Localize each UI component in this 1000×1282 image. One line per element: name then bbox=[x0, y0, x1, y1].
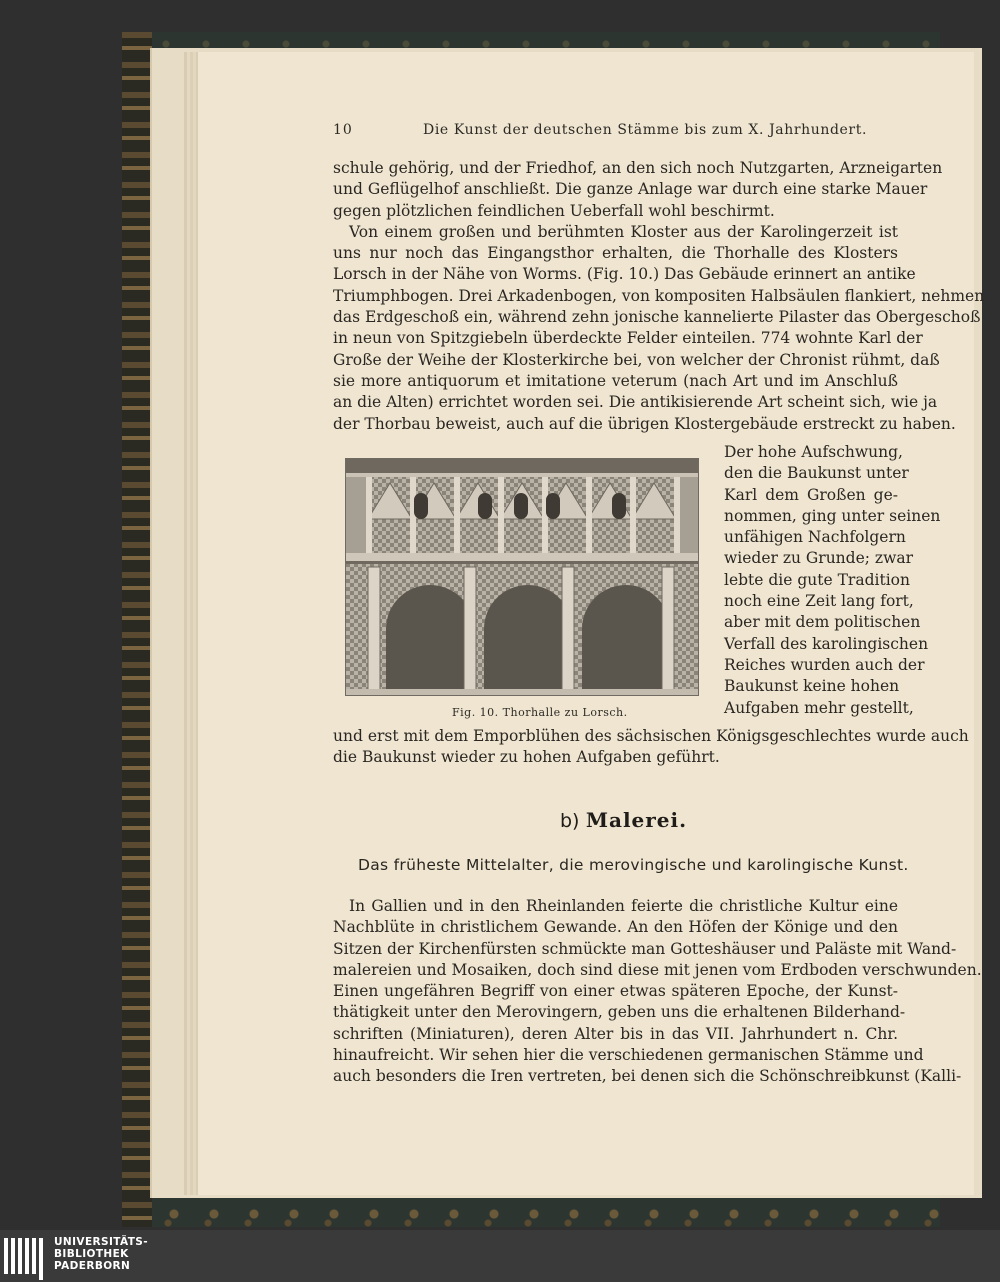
text-line: und Geflügelhof anschließt. Die ganze Anlage war durch eine starke Mauer bbox=[333, 180, 928, 199]
library-footer bbox=[0, 1230, 1000, 1282]
text-line: nommen, ging unter seinen bbox=[724, 506, 941, 525]
running-title: Die Kunst der deutschen Stämme bis zum X. Jahrhundert. bbox=[423, 122, 867, 138]
text-line: hinaufreicht. Wir sehen hier die verschiedenen germanischen Stämme und bbox=[333, 1046, 924, 1065]
text-line: unfähigen Nachfolgern bbox=[724, 528, 906, 547]
text-line: Nachblüte in christlichem Gewande. An den Höfen der Könige und den bbox=[333, 918, 898, 937]
text-line: den die Baukunst unter bbox=[724, 464, 909, 483]
text-line: Triumphbogen. Drei Arkadenbogen, von kompositen Halbsäulen flankiert, nehmen bbox=[333, 286, 985, 305]
text-line: Karl dem Großen ge- bbox=[724, 485, 898, 504]
figure-thorhalle-lorsch bbox=[345, 458, 699, 696]
text-line: noch eine Zeit lang fort, bbox=[724, 592, 914, 611]
text-line: aber mit dem politischen bbox=[724, 613, 921, 632]
text-line: Einen ungefähren Begriff von einer etwas späteren Epoche, der Kunst- bbox=[333, 982, 898, 1001]
library-name bbox=[54, 1236, 148, 1272]
library-name-line: BIBLIOTHEK bbox=[54, 1248, 129, 1260]
section-title: Malerei. bbox=[585, 808, 688, 832]
section-subtitle: Das früheste Mittelalter, die merovingische und karolingische Kunst. bbox=[358, 856, 909, 874]
section-body-text bbox=[333, 896, 982, 1088]
text-line: Baukunst keine hohen bbox=[724, 677, 900, 696]
thorhalle-illustration bbox=[346, 459, 698, 695]
text-line: lebte die gute Tradition bbox=[724, 570, 910, 589]
text-line: sie more antiquorum et imitatione veterum (nach Art und im Anschluß bbox=[333, 371, 898, 390]
section-marker: b) bbox=[560, 810, 580, 832]
text-line: schule gehörig, und der Friedhof, an den sich noch Nutzgarten, Arzneigarten bbox=[333, 159, 943, 177]
text-line: thätigkeit unter den Merovingern, geben uns die erhaltenen Bilderhand- bbox=[333, 1003, 906, 1022]
text-line: auch besonders die Iren vertreten, bei denen sich die Schönschreibkunst (Kalli- bbox=[333, 1067, 962, 1086]
text-line: gegen plötzlichen feindlichen Ueberfall wohl beschirmt. bbox=[333, 201, 775, 220]
marbled-cover-edge bbox=[122, 32, 152, 1227]
text-line: Lorsch in der Nähe von Worms. (Fig. 10.) Das Gebäude erinnert an antike bbox=[333, 265, 916, 284]
text-line: Verfall des karolingischen bbox=[724, 634, 929, 653]
text-line: in neun von Spitzgiebeln überdeckte Felder einteilen. 774 wohnte Karl der bbox=[333, 329, 923, 348]
text-line: Sitzen der Kirchenfürsten schmückte man Gotteshäuser und Paläste mit Wand- bbox=[333, 939, 957, 958]
library-name-line: UNIVERSITÄTS- bbox=[54, 1236, 149, 1248]
text-line: und erst mit dem Emporblühen des sächsischen Königsgeschlechtes wurde auch bbox=[333, 727, 969, 745]
text-line: an die Alten) errichtet worden sei. Die antikisierende Art scheint sich, wie ja bbox=[333, 393, 938, 412]
text-line: Von einem großen und berühmten Kloster aus der Karolingerzeit ist bbox=[349, 222, 898, 241]
library-logo-icon bbox=[4, 1238, 46, 1276]
running-head bbox=[333, 122, 908, 144]
text-line: Große der Weihe der Klosterkirche bei, von welcher der Chronist rühmt, daß bbox=[333, 350, 940, 369]
library-name-line: PADERBORN bbox=[54, 1260, 131, 1272]
text-line: Reiches wurden auch der bbox=[724, 655, 925, 674]
figure-caption: Fig. 10. Thorhalle zu Lorsch. bbox=[452, 706, 628, 719]
body-text-top bbox=[333, 158, 985, 435]
text-line: In Gallien und in den Rheinlanden feierte die christliche Kultur eine bbox=[349, 897, 898, 915]
body-text-after-figure bbox=[333, 726, 969, 769]
text-line: Der hohe Aufschwung, bbox=[724, 443, 903, 461]
text-line: das Erdgeschoß ein, während zehn jonische kannelierte Pilaster das Obergeschoß bbox=[333, 308, 981, 327]
text-line: der Thorbau beweist, auch auf die übrigen Klostergebäude erstreckt zu haben. bbox=[333, 414, 956, 433]
text-line: uns nur noch das Eingangsthor erhalten, die Thorhalle des Klosters bbox=[333, 244, 898, 263]
page-number: 10 bbox=[333, 122, 353, 138]
text-line: Aufgaben mehr gestellt, bbox=[724, 698, 914, 717]
section-heading bbox=[560, 808, 687, 832]
text-line: wieder zu Grunde; zwar bbox=[724, 549, 913, 568]
body-text-beside-figure bbox=[724, 442, 941, 719]
text-line: die Baukunst wieder zu hohen Aufgaben geführt. bbox=[333, 748, 720, 767]
text-line: schriften (Miniaturen), deren Alter bis in das VII. Jahrhundert n. Chr. bbox=[333, 1024, 898, 1043]
text-line: malereien und Mosaiken, doch sind diese mit jenen vom Erdboden verschwunden. bbox=[333, 960, 982, 979]
